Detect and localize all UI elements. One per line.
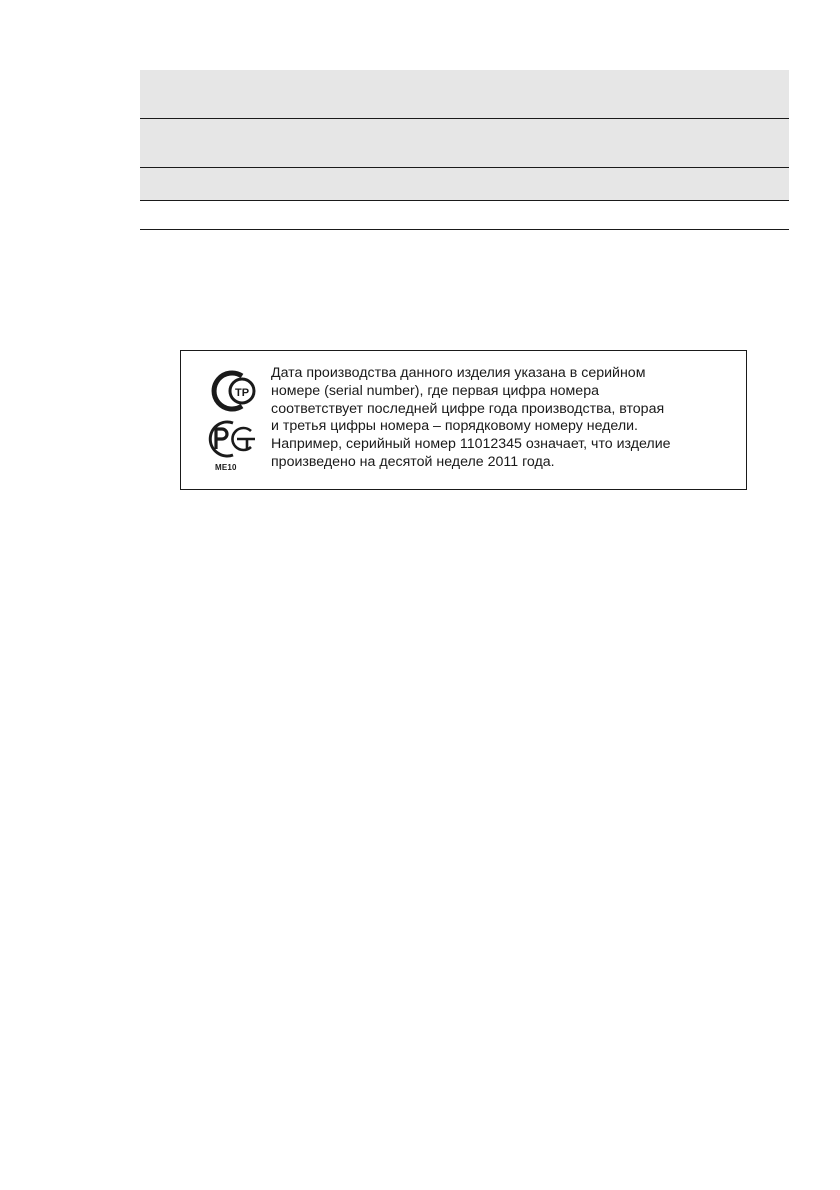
certification-marks [203,367,259,477]
svg-text:ТР: ТР [234,387,250,399]
production-date-text [271,365,739,472]
table-row [140,201,789,230]
header-table [140,70,789,230]
table-row [140,168,789,201]
production-date-info-box [180,350,747,490]
table-row [140,119,789,168]
text-line: номере (serial number), где первая цифра номера [271,382,599,399]
text-line: Дата производства данного изделия указана в серийном [271,365,646,381]
eac-certification-mark-icon [203,367,259,415]
rst-certification-mark-icon [203,417,259,461]
text-line: и третья цифры номера – порядковому номеру недели. [271,418,638,435]
text-line: соответствует последней цифре года производства, вторая [271,400,665,417]
text-line: произведено на десятой неделе 2011 года. [271,453,555,470]
mark-code-label: ME10 [215,463,237,472]
table-row [140,70,789,119]
text-line: Например, серийный номер 11012345 означает, что изделие [271,436,671,453]
